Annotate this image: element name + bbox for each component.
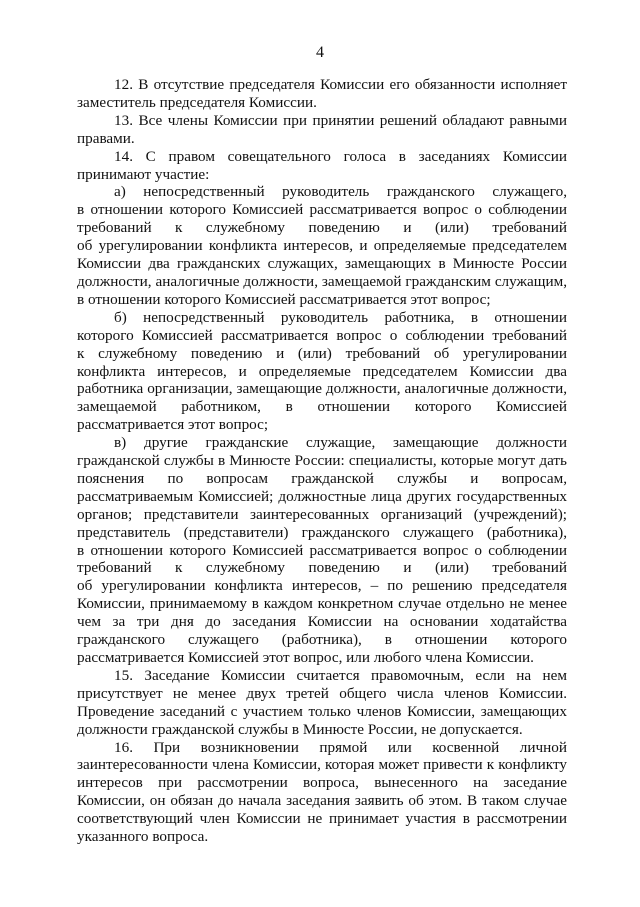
text-line: 13. Все члены Комиссии при принятии решений обладают равными — [114, 111, 567, 129]
text-line: указанного вопроса. — [77, 828, 209, 846]
text-line: присутствует не менее двух третей общего числа членов Комиссии. — [77, 684, 567, 702]
text-line: об урегулировании конфликта интересов, – по решению председателя — [77, 577, 567, 595]
text-line: Комиссии, он обязан до начала заседания заявить об этом. В таком случае — [77, 792, 567, 810]
text-line: 12. В отсутствие председателя Комиссии его обязанности исполняет — [114, 76, 567, 93]
text-line: соответствующий член Комиссии не принимает участия в рассмотрении — [77, 810, 567, 828]
text-line: Проведение заседаний с участием только членов Комиссии, замещающих — [77, 702, 567, 720]
text-line: рассматривается Комиссией этот вопрос, или любого члена Комиссии. — [77, 649, 534, 666]
text-line: принимают участие: — [77, 165, 210, 183]
text-line: должности, аналогичные должности, замещаемой гражданским служащим, — [77, 272, 567, 290]
page-number: 4 — [316, 44, 324, 61]
text-line: требований к служебному поведению и (или) требований — [77, 219, 567, 237]
text-line: в) другие гражданские служащие, замещающие должности — [114, 434, 567, 452]
text-line: Комиссии два гражданских служащих, замещающих в Минюсте России — [77, 255, 567, 273]
text-line: гражданской службы в Минюсте России: специалисты, которые могут дать — [77, 452, 567, 470]
text-line: в отношении которого Комиссией рассматривается этот вопрос; — [77, 290, 491, 308]
text-line: рассматривается этот вопрос; — [77, 416, 269, 434]
text-line: замещаемой работником, в отношении которого Комиссией — [77, 398, 567, 416]
text-line: пояснения по вопросам гражданской службы и вопросам, — [77, 469, 567, 487]
text-line: в отношении которого Комиссией рассматривается вопрос о соблюдении — [77, 201, 567, 219]
text-line: а) непосредственный руководитель гражданского служащего, — [114, 183, 567, 201]
text-line: чем за три дня до заседания Комиссии на основании ходатайства — [77, 613, 567, 631]
text-line: об урегулировании конфликта интересов, и определяемые председателем — [77, 237, 567, 255]
text-line: органов; представители заинтересованных организаций (учреждений); — [77, 505, 567, 523]
text-line: конфликта интересов, и определяемые председателем Комиссии два — [77, 362, 567, 380]
text-line: должности гражданской службы в Минюсте России, не допускается. — [77, 720, 523, 738]
text-line: гражданского служащего (работника), в отношении которого — [77, 631, 567, 649]
text-line: Комиссии, принимаемому в каждом конкретном случае отдельно не менее — [77, 595, 567, 613]
text-line: правами. — [77, 129, 135, 147]
text-line: 14. С правом совещательного голоса в заседаниях Комиссии — [114, 147, 567, 165]
text-line: работника организации, замещающие должности, аналогичные должности, — [77, 380, 567, 398]
text-line: в отношении которого Комиссией рассматривается вопрос о соблюдении — [77, 541, 567, 559]
text-line: которого Комиссией рассматривается вопрос о соблюдении требований — [77, 326, 567, 344]
document-body — [77, 76, 567, 846]
text-line: к служебному поведению и (или) требований об урегулировании — [77, 344, 567, 362]
text-line: 15. Заседание Комиссии считается правомочным, если на нем — [114, 666, 567, 684]
text-line: б) непосредственный руководитель работника, в отношении — [114, 308, 567, 326]
text-line: представитель (представители) гражданского служащего (работника), — [77, 523, 567, 541]
text-line: 16. При возникновении прямой или косвенной личной — [114, 738, 567, 756]
text-line: заместитель председателя Комиссии. — [77, 93, 317, 111]
text-line: рассматриваемым Комиссией; должностные лица других государственных — [77, 487, 567, 505]
text-line: заинтересованности члена Комиссии, которая может привести к конфликту — [77, 756, 567, 774]
text-line: требований к служебному поведению и (или) требований — [77, 559, 567, 577]
text-line: интересов при рассмотрении вопроса, вынесенного на заседание — [77, 774, 567, 792]
